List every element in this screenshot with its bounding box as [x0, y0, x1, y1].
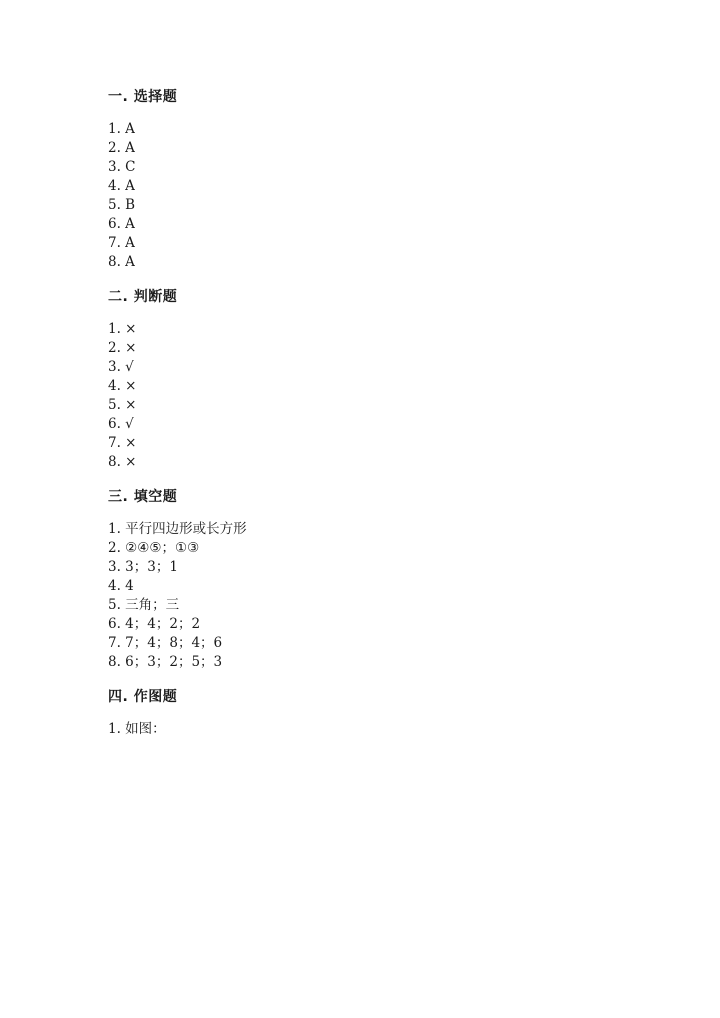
answer-list: [108, 120, 648, 272]
answer-item: 8. 6；3；2；5；3: [108, 654, 223, 670]
answer-item: 2. ②④⑤；①③: [108, 540, 200, 556]
answer-item: 3. √: [108, 359, 134, 375]
answer-list: [108, 520, 648, 672]
section-fill-blank: [108, 486, 648, 672]
answer-item: 1. A: [108, 121, 135, 137]
answer-item: 4. ×: [108, 378, 137, 394]
section-title: 一. 选择题: [108, 89, 178, 105]
answer-item: 3. 3；3；1: [108, 559, 178, 575]
answer-sheet: [108, 86, 648, 753]
answer-item: 6. 4；4；2；2: [108, 616, 201, 632]
answer-item: 5. B: [108, 197, 136, 213]
answer-item: 8. ×: [108, 454, 137, 470]
answer-item: 2. A: [108, 140, 135, 156]
section-true-false: [108, 286, 648, 472]
answer-item: 7. 7；4；8；4；6: [108, 635, 223, 651]
section-multiple-choice: [108, 86, 648, 272]
answer-list: [108, 720, 648, 739]
answer-item: 1. 平行四边形或长方形: [108, 521, 247, 537]
answer-item: 7. A: [108, 235, 135, 251]
answer-item: 1. ×: [108, 321, 137, 337]
answer-item: 4. 4: [108, 578, 134, 594]
answer-item: 7. ×: [108, 435, 137, 451]
answer-item: 1. 如图：: [108, 721, 166, 737]
answer-item: 3. C: [108, 159, 136, 175]
answer-item: 6. A: [108, 216, 135, 232]
section-drawing: [108, 686, 648, 739]
answer-list: [108, 320, 648, 472]
answer-item: 5. ×: [108, 397, 137, 413]
section-title: 二. 判断题: [108, 289, 178, 305]
answer-item: 8. A: [108, 254, 135, 270]
answer-item: 6. √: [108, 416, 134, 432]
section-title: 四. 作图题: [108, 689, 178, 705]
answer-item: 4. A: [108, 178, 135, 194]
answer-item: 5. 三角；三: [108, 597, 180, 613]
answer-item: 2. ×: [108, 340, 137, 356]
section-title: 三. 填空题: [108, 489, 178, 505]
